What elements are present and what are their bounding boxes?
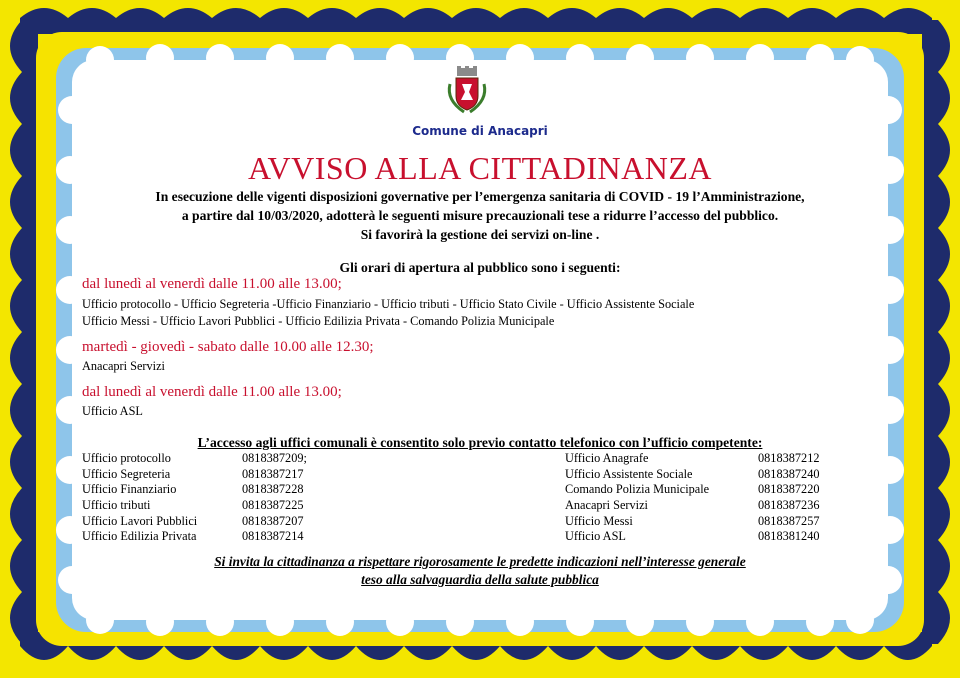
office-name: Ufficio Edilizia Privata bbox=[82, 529, 197, 544]
page-title: AVVISO ALLA CITTADINANZA bbox=[248, 150, 712, 186]
schedule-offices-1a: Ufficio protocollo - Ufficio Segreteria -Ufficio Finanziario - Ufficio tributi - Ufficio Stato Civile - Ufficio Assistente Sociale bbox=[82, 297, 695, 311]
table-row bbox=[82, 513, 307, 529]
office-name: Ufficio Segreteria bbox=[82, 466, 171, 481]
schedule-offices-3: Ufficio ASL bbox=[82, 404, 143, 418]
office-name: Ufficio Messi bbox=[565, 513, 633, 528]
closing-line-1: Si invita la cittadinanza a rispettare rigorosamente le predette indicazioni nell’interesse generale bbox=[214, 554, 746, 569]
office-name: Anacapri Servizi bbox=[565, 498, 648, 513]
contacts-left-table bbox=[82, 451, 307, 545]
table-row bbox=[565, 513, 819, 529]
intro-line-3: Si favorirà la gestione dei servizi on-line . bbox=[360, 227, 600, 242]
office-phone: 0818387212 bbox=[758, 451, 820, 466]
table-row bbox=[565, 451, 819, 467]
office-phone: 0818387236 bbox=[758, 498, 820, 513]
table-row bbox=[565, 529, 819, 545]
schedule-hours-2: martedì - giovedì - sabato dalle 10.00 alle 12.30; bbox=[82, 339, 374, 355]
office-name: Ufficio Assistente Sociale bbox=[565, 466, 693, 481]
office-phone: 0818387217 bbox=[242, 466, 304, 481]
office-name: Ufficio Anagrafe bbox=[565, 451, 649, 466]
schedule-offices-1b: Ufficio Messi - Ufficio Lavori Pubblici - Ufficio Edilizia Privata - Comando Polizia Municipale bbox=[82, 314, 555, 328]
access-note: L’accesso agli uffici comunali è consentito solo previo contatto telefonico con l’ufficio competente: bbox=[197, 435, 763, 450]
municipality-name: Comune di Anacapri bbox=[412, 124, 548, 138]
hours-intro: Gli orari di apertura al pubblico sono i seguenti: bbox=[339, 260, 621, 275]
intro-line-2: a partire dal 10/03/2020, adotterà le seguenti misure precauzionali tese a ridurre l’accesso del pubblico. bbox=[181, 208, 779, 223]
schedule-offices-2: Anacapri Servizi bbox=[82, 359, 165, 373]
office-phone: 0818387220 bbox=[758, 482, 820, 497]
office-name: Ufficio Lavori Pubblici bbox=[82, 513, 198, 528]
table-row bbox=[565, 498, 819, 514]
office-phone: 0818387214 bbox=[242, 529, 304, 544]
office-phone: 0818387257 bbox=[758, 513, 820, 528]
table-row bbox=[82, 451, 307, 467]
table-row bbox=[82, 467, 307, 483]
table-row bbox=[565, 482, 819, 498]
intro-line-1: In esecuzione delle vigenti disposizioni governative per l’emergenza sanitaria di COVID - 19 l’Amministrazione, bbox=[155, 189, 805, 204]
table-row bbox=[565, 467, 819, 483]
contacts-right-table bbox=[565, 451, 819, 545]
office-phone: 0818381240 bbox=[758, 529, 820, 544]
office-phone: 0818387225 bbox=[242, 498, 304, 513]
table-row bbox=[82, 529, 307, 545]
office-phone: 0818387240 bbox=[758, 466, 820, 481]
notice-content bbox=[80, 66, 880, 626]
office-phone: 0818387228 bbox=[242, 482, 304, 497]
office-name: Ufficio ASL bbox=[565, 529, 626, 544]
schedule-hours-3: dal lunedì al venerdì dalle 11.00 alle 13.00; bbox=[82, 384, 342, 400]
closing-line-2: teso alla salvaguardia della salute pubblica bbox=[361, 572, 599, 587]
schedule-hours-1: dal lunedì al venerdì dalle 11.00 alle 13.00; bbox=[82, 276, 342, 292]
table-row bbox=[82, 498, 307, 514]
table-row bbox=[82, 482, 307, 498]
office-name: Ufficio Finanziario bbox=[82, 482, 177, 497]
office-name: Ufficio protocollo bbox=[82, 451, 171, 466]
office-phone: 0818387207 bbox=[242, 513, 304, 528]
office-phone: 0818387209; bbox=[242, 451, 307, 466]
crest-icon bbox=[442, 66, 492, 116]
office-name: Comando Polizia Municipale bbox=[565, 482, 710, 497]
office-name: Ufficio tributi bbox=[82, 498, 151, 513]
